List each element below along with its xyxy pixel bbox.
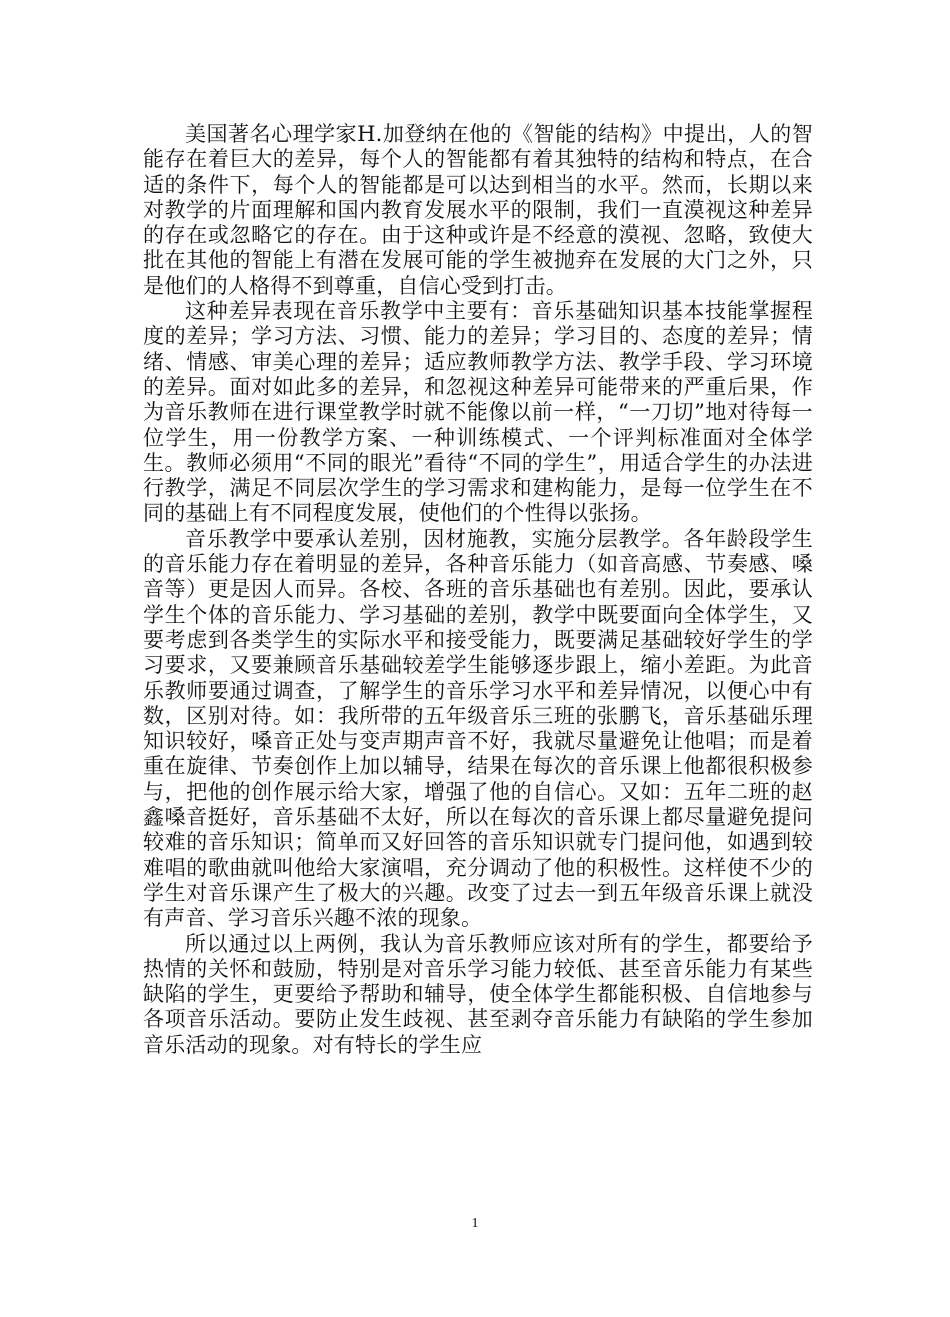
page-number: 1 <box>471 1216 479 1231</box>
paragraph-1: 美国著名心理学家H.加登纳在他的《智能的结构》中提出，人的智能存在着巨大的差异，每个人的智能都有着其独特的结构和特点，在合适的条件下，每个人的智能都是可以达到相当的水平。然而，长期以来对教学的片面理解和国内教育发展水平的限制，我们一直漠视这种差异的存在或忽略它的存在。由于这种或许是不经意的漠视、忽略，致使大批在其他的智能上有潜在发展可能的学生被抛弃在发展的大门之外，只是他们的人格得不到尊重，自信心受到打击。 <box>143 122 813 298</box>
paragraph-4: 所以通过以上两例，我认为音乐教师应该对所有的学生，都要给予热情的关怀和鼓励，特别是对音乐学习能力较低、甚至音乐能力有某些缺陷的学生，更要给予帮助和辅导，使全体学生都能积极、自信地参与各项音乐活动。要防止发生歧视、甚至剥夺音乐能力有缺陷的学生参加音乐活动的现象。对有特长的学生应 <box>143 931 813 1057</box>
paragraph-3: 音乐教学中要承认差别，因材施教，实施分层教学。各年龄段学生的音乐能力存在着明显的差异，各种音乐能力（如音高感、节奏感、嗓音等）更是因人而异。各校、各班的音乐基础也有差别。因此，要承认学生个体的音乐能力、学习基础的差别，教学中既要面向全体学生，又要考虑到各类学生的实际水平和接受能力，既要满足基础较好学生的学习要求，又要兼顾音乐基础较差学生能够逐步跟上，缩小差距。为此音乐教师要通过调查，了解学生的音乐学习水平和差异情况，以便心中有数，区别对待。如：我所带的五年级音乐三班的张鹏飞，音乐基础乐理知识较好，嗓音正处与变声期声音不好，我就尽量避免让他唱；而是着重在旋律、节奏创作上加以辅导，结果在每次的音乐课上他都很积极参与，把他的创作展示给大家，增强了他的自信心。又如：五年二班的赵鑫嗓音挺好，音乐基础不太好，所以在每次的音乐课上都尽量避免提问较难的音乐知识；简单而又好回答的音乐知识就专门提问他，如遇到较难唱的歌曲就叫他给大家演唱，充分调动了他的积极性。这样使不少的学生对音乐课产生了极大的兴趣。改变了过去一到五年级音乐课上就没有声音、学习音乐兴趣不浓的现象。 <box>143 526 813 931</box>
body-text <box>143 122 813 1058</box>
paragraph-2: 这种差异表现在音乐教学中主要有：音乐基础知识基本技能掌握程度的差异；学习方法、习惯、能力的差异；学习目的、态度的差异；情绪、情感、审美心理的差异；适应教师教学方法、教学手段、学习环境的差异。面对如此多的差异，和忽视这种差异可能带来的严重后果，作为音乐教师在进行课堂教学时就不能像以前一样，“一刀切”地对待每一位学生，用一份教学方案、一种训练模式、一个评判标准面对全体学生。教师必须用“不同的眼光”看待“不同的学生”，用适合学生的办法进行教学，满足不同层次学生的学习需求和建构能力，是每一位学生在不同的基础上有不同程度发展，使他们的个性得以张扬。 <box>143 299 813 526</box>
